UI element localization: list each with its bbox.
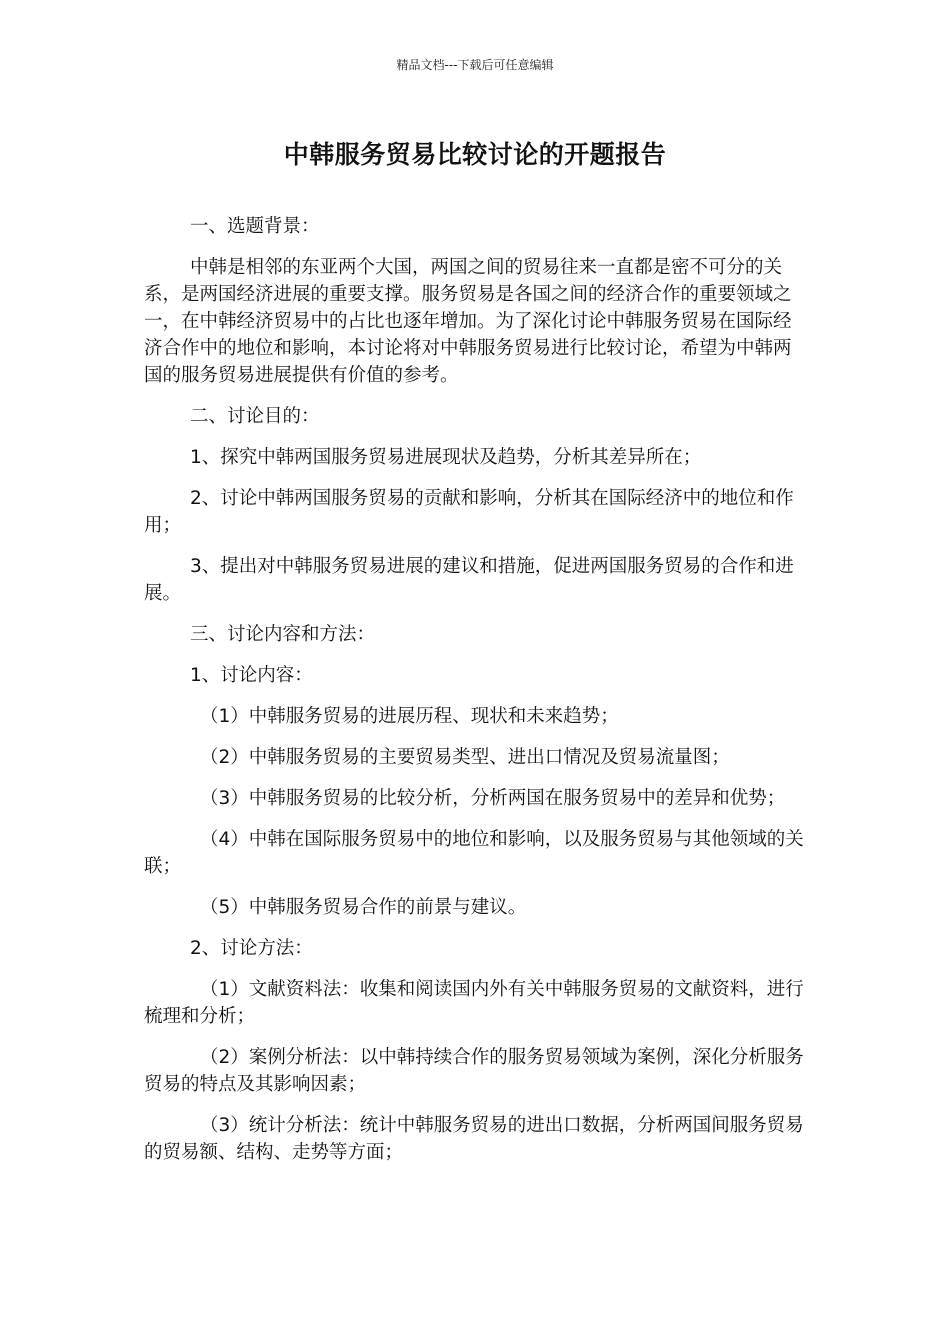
background-paragraph: 中韩是相邻的东亚两个大国，两国之间的贸易往来一直都是密不可分的关系，是两国经济进展的重要支撑。服务贸易是各国之间的经济合作的重要领域之一，在中韩经济贸易中的占比也逐年增加。为了深化讨论中韩服务贸易在国际经济合作中的地位和影响，本讨论将对中韩服务贸易进行比较讨论，希望为中韩两国的服务贸易进展提供有价值的参考。	[144, 257, 792, 386]
content-item-4: （4）中韩在国际服务贸易中的地位和影响，以及服务贸易与其他领域的关联；	[144, 829, 804, 877]
document-body	[144, 213, 808, 1180]
purpose-item-2: 2、讨论中韩两国服务贸易的贡献和影响，分析其在国际经济中的地位和作用；	[144, 488, 794, 536]
subheading-method: 2、讨论方法：	[190, 938, 313, 959]
method-item-2: （2）案例分析法：以中韩持续合作的服务贸易领域为案例，深化分析服务贸易的特点及其影响因素；	[144, 1047, 804, 1095]
section-heading-purpose: 二、讨论目的：	[190, 406, 320, 427]
document-title: 中韩服务贸易比较讨论的开题报告	[283, 140, 667, 169]
method-item-1: （1）文献资料法：收集和阅读国内外有关中韩服务贸易的文献资料，进行梳理和分析；	[144, 979, 804, 1027]
content-item-3: （3）中韩服务贸易的比较分析，分析两国在服务贸易中的差异和优势；	[200, 788, 786, 809]
content-item-1: （1）中韩服务贸易的进展历程、现状和未来趋势；	[200, 706, 619, 727]
content-item-2: （2）中韩服务贸易的主要贸易类型、进出口情况及贸易流量图；	[200, 747, 730, 768]
section-heading-content-method: 三、讨论内容和方法：	[190, 624, 376, 645]
page-header: 精品文档---下载后可任意编辑	[396, 58, 554, 72]
section-heading-background: 一、选题背景：	[190, 216, 320, 237]
purpose-item-1: 1、探究中韩两国服务贸易进展现状及趋势，分析其差异所在；	[190, 447, 702, 468]
purpose-item-3: 3、提出对中韩服务贸易进展的建议和措施，促进两国服务贸易的合作和进展。	[144, 556, 794, 604]
method-item-3: （3）统计分析法：统计中韩服务贸易的进出口数据，分析两国间服务贸易的贸易额、结构、走势等方面；	[144, 1115, 804, 1163]
subheading-content: 1、讨论内容：	[190, 665, 313, 686]
content-item-5: （5）中韩服务贸易合作的前景与建议。	[200, 897, 527, 918]
